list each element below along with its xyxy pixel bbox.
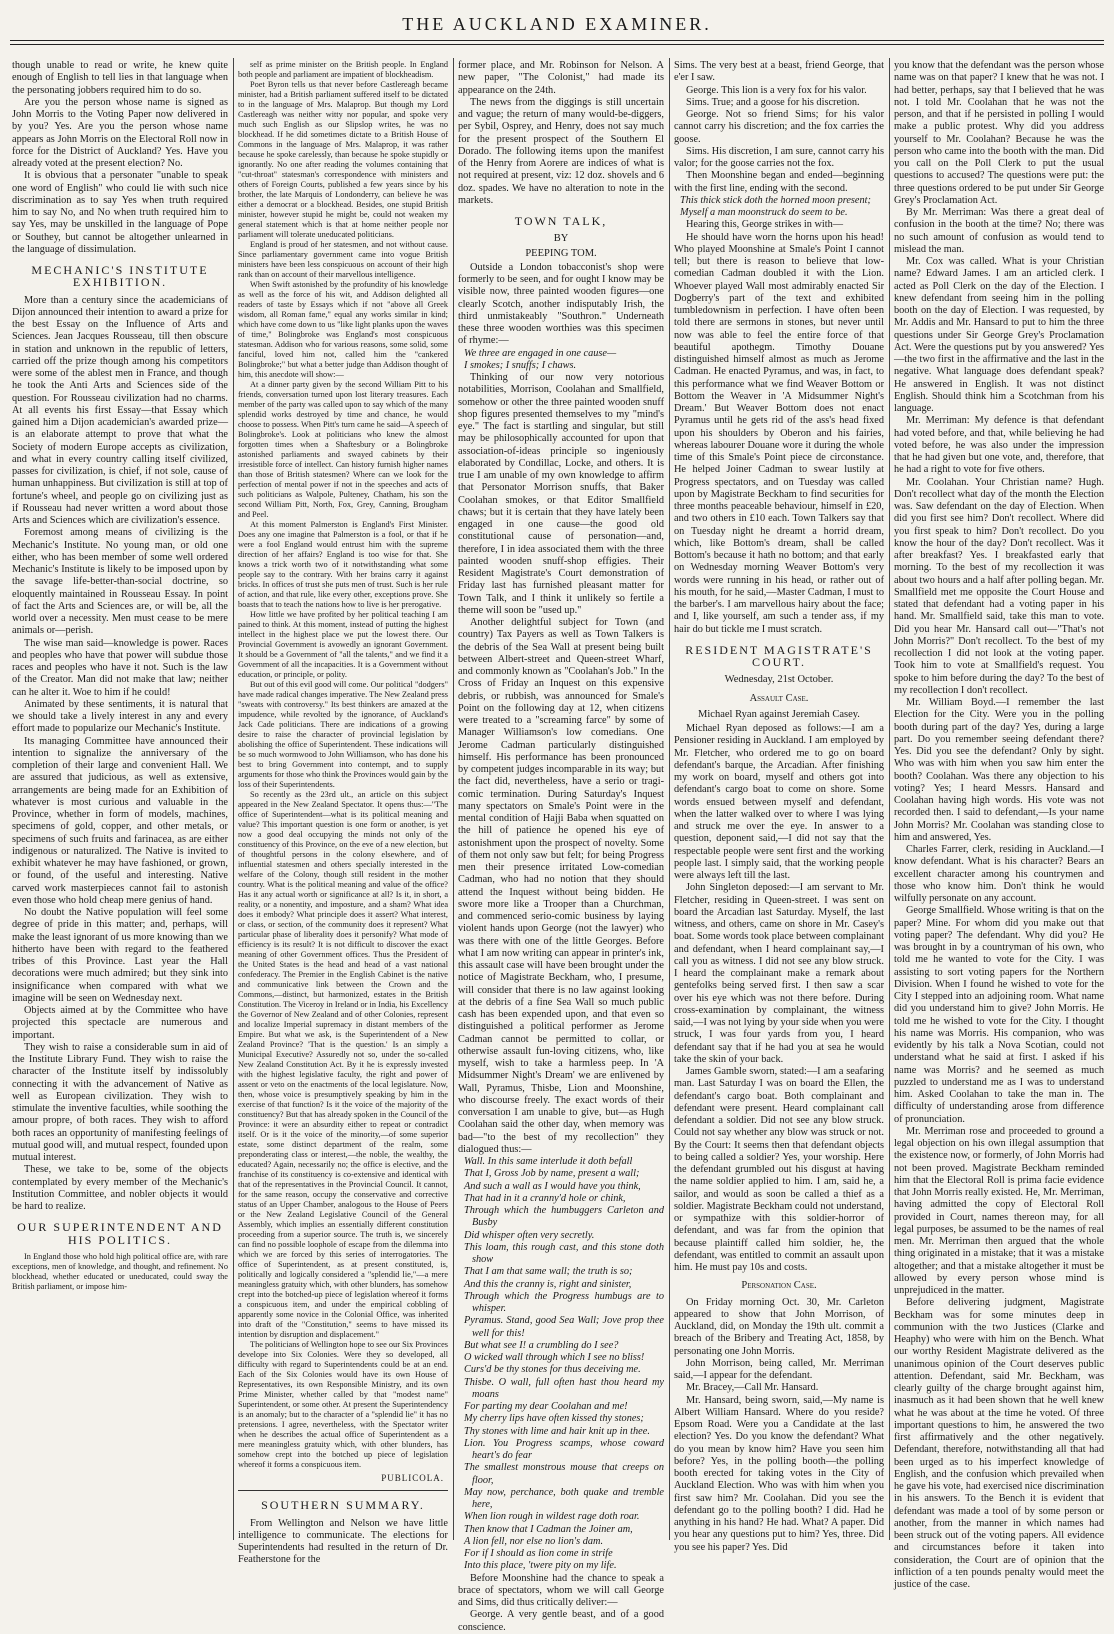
verse-line: We three are engaged in one cause— (464, 347, 617, 359)
paragraph: John Morrison, being called, Mr. Merriman said,—I appear for the defendant. (674, 1357, 884, 1381)
verse-line: Thisbe. O wall, full often hast thou heard my moans (464, 1376, 664, 1400)
paragraph: George. Not so friend Sims; for his valor cannot carry his discretion; and the fox carries the goose. (674, 109, 884, 145)
paragraph-small: How little we have profited by her political teaching I am pained to think. At this moment, instead of putting the highest intellect in the highest place we put the lowest there. Our Provincial Government is avowedly an ignorant Government. It should be a Government of "all the talents," and we find it a Government of all the incapacities. It is a Government without education, or principle, or polity. (238, 610, 448, 679)
paragraph: Before Moonshine had the chance to speak a brace of spectators, whom we will call George and Sims, did thus critically deliver:— (458, 1572, 664, 1608)
paragraph-small: The politicians of Wellington hope to see our Six Provinces develope into Six Colonies. Were they so developed, all difficulty with regard to Superintendents could be at an end. Each of the Six Colonies would have its own House of Representatives, its own Responsible Ministry, and its own Prime Minister, whether called by that "modest name" Superintendent, or some other. At present the Superintendency is an anomaly; but to the character of a "splendid lie" it has no pretensions. I agree, nevertheless, with the Spectator writer when he describes the actual office of Superintendent as a mere meaningless gratuity which, with other blunders, has somehow crept into the botched up piece of legislation whereof it forms a conspicuous item. (238, 1340, 448, 1469)
paragraph-small: But out of this evil good will come. Our political "dodgers" have made radical changes imperative. The New Zealand press "sweats with controversy." Its best thinkers are amazed at the impudence, while revolted by the ignorance, of Auckland's Jack Cade politicians. There are indications of a growing desire to raise the character of provincial legislation by abolishing the office of Superintendent. These indications will be so much wormwood to John Williamson, who has done his best to bring Government into contempt, and to supply arguments for those who think the Provinces would gain by the loss of their Superintendents. (238, 680, 449, 789)
paragraph: George. A very gentle beast, and of a good conscience. (458, 1609, 664, 1633)
masthead-rule-top (10, 40, 1104, 41)
verse-line: This thick stick doth the horned moon present; (680, 194, 871, 206)
verse-line: The smallest monstrous mouse that creeps on floor, (464, 1462, 664, 1486)
masthead-rule-bottom (10, 44, 1104, 45)
verse-line: Thy stones with lime and hair knit up in thee. (464, 1425, 650, 1437)
article-subhead: BY (553, 233, 569, 245)
paragraph: They wish to raise a considerable sum in aid of the Institute Library Fund. They wish to raise the character of the Institute itself by indissolubly connecting it with the advancement of Native as well as European civilization. They wish to stimulate the inventive faculties, while soothing the amour propre, of both races. They wish to afford both races an opportunity of manifesting feelings of mutual good will, and mutual respect, founded upon mutual interest. (12, 1041, 228, 1163)
verse-line: Myself a man moonstruck do seem to be. (680, 207, 848, 218)
verse-line: When lion rough in wildest rage doth roar. (464, 1511, 640, 1523)
paragraph: John Singleton deposed:—I am servant to Mr. Fletcher, residing in Queen-street. I was sent on board the Arcadian last Saturday. Myself, the last witness, and others, came on shore in Mr. Casey's boat. Some words took place between complainant and defendant, when I heard complainant say,—I call you as witness. I did not see any blow struck. I heard the complainant make a remark about gentefolks being served first. I then saw a scar over his eye which was not there before. During cross-examination by complainant, the witness said,—I was not lying by your side when you were struck, I was four yards from you, I heard defendant say that if he had you at sea he would take the skin of your back. (674, 882, 884, 1065)
paragraph: though unable to read or write, he knew quite enough of English to tell lies in that language when the personating jobbers required him to do so. (12, 60, 228, 96)
column-4 (674, 60, 884, 1553)
paragraph: Thinking of our now very notorious notabilities, Morrison, Coolahan and Smallfield, somehow or other the three painted wooden snuff shop figures presented themselves to my "mind's eye." The fact is startling and singular, but still may be philosophically accounted for upon that association-of-ideas principle so ingeniously elaborated by Condillac, Locke, and others. It is true I am unable of my own knowledge to affirm that Personator Morrison snuffs, that Baker Coolahan smokes, or that Editor Smallfield chaws; but it is certain that they have lately been engaged in one cause—the good old constitutional cause of personation—and, therefore, I in idea associated them with the three painted wooden snuff-shop effigies. Their Resident Magistrate's Court demonstration of Friday last has furnished pleasant matter for Town Talk, and I think it unlikely so fertile a theme will soon be "used up." (458, 372, 664, 616)
verse-line: My cherry lips have often kissed thy stones; (464, 1413, 644, 1425)
paragraph: Another delightful subject for Town (and country) Tax Payers as well as Town Talkers is the debris of the Sea Wall at present being built between Albert-street and Queen-street Wharf, and commonly known as "Coolahan's Job." In the Cross of Friday an Inquest on this expensive debris, or rubbish, was announced for Smale's Point on the following day at 12, when citizens were treated to a "screaming farce" by some of Manager Williamson's low comedians. One Jerome Cadman particularly distinguished himself. His performance has been pronounced by competent judges incomparable in its way; but the fact did, nevertheless, have a serio or tragi-comic termination. During Saturday's Inquest many spectators on Smale's Point were in the mental condition of Hajji Baba when squatted on the hill of patience he opened his eye of astonishment upon the prospect of novelty. Some of them not only saw but felt; for being Progress men their presence irritated Low-comedian Cadman, who had no notion that they should attend the Inquest without being bidden. He swore more like a Trooper than a Churchman, and commenced serio-comic business by laying violent hands upon George (not the lawyer) who was there with one of the little Georges. Before what I am now writing can appear in printer's ink, this assault case will have been brought under the notice of Magistrate Beckham, who, I presume, will consider that there is no law against looking at the debris of a fine Sea Wall so much public cash has been expended upon, and that even so distinguished a political performer as Jerome Cadman cannot be permitted to collar, or otherwise assault fun-loving citizens, who, like myself, wish to take a harmless peep. In 'A Midsummer Night's Dream' we are enlivened by Wall, Pyramus, Thisbe, Lion and Moonshine, who discourse freely. The exact words of their conversation I am unable to give, but—as Hugh Coolahan said the other day, when memory was bad—"to the best of my recollection" they dialogued thus:— (458, 617, 664, 1155)
column-divider (889, 58, 890, 1540)
verse-line: Through which the Progress humbugs are to whisper. (464, 1290, 664, 1314)
verse-line: And such a wall as I would have you think, (464, 1180, 641, 1192)
paragraph: Are you the person whose name is signed as John Morris to the Voting Paper now delivered in by you? Yes. Are you the person whose name appears as John Morris on the Electoral Roll now in force for the District of Auckland? Yes. Have you already voted at the present election? No. (12, 96, 228, 169)
paragraph: More than a century since the academicians of Dijon announced their intention to award a prize for the best Essay on the Influence of Arts and Sciences. Jean Jacques Rousseau, till then obscure in station and unknown in the republic of letters, carried off the prize though among his competitors were some of the ablest men in France, and though he took the Anti Arts and Sciences side of the question. For Rousseau civilization had no charms. At all events his first Essay—that Essay which gained him a Dijon academician's awarded prize—is an elaborate attempt to prove that what the Society of modern Europe accepts as civilization, and what in every country calling itself civilized, passes for civilization, is chief, if not sole, cause of human unhappiness. But civilization is still at top of fortune's wheel, and people go on civilizing just as if Rousseau had never written a word about those Arts and Sciences which are civilization's essence. (12, 294, 228, 526)
paragraph: The news from the diggings is still uncertain and vague; the return of many would-be-diggers, per Sybil, Osprey, and Henry, does not say much for the present prospect of the Southern El Dorado. The following items upon the manifest of the Henry from Aorere are indices of what is not required at present, viz: 12 doz. shovels and 6 doz. spades. We have no alteration to note in the markets. (458, 96, 664, 206)
article-headline: SOUTHERN SUMMARY. (261, 1498, 425, 1513)
paragraph: Its managing Committee have announced their intention to signalize the anniversary of the completion of their large and convenient Hall. We are assured that judicious, as well as extensive, arrangements are being made for an Exhibition of whatever is most curious and valuable in the Province, whether in form of models, machines, specimens of gold, copper, and other metals, or specimens of such fruits and farinacea, as are either indigenous or naturalized. The Native is invited to exhibit whatever he may have fashioned, or grown, or found, of the useful and interesting. Native carved work masterpieces cannot fail to astonish even those who hold cheap mere genius of hand. (12, 735, 228, 906)
paragraph: These, we take to be, some of the objects contemplated by every member of the Mechanic's Institution Committee, and nobler objects it would be hard to realize. (12, 1164, 228, 1212)
verse-line: But what see I! a crumbling do I see? (464, 1339, 619, 1351)
verse-line: Wall. In this same interlude it doth befall (464, 1156, 633, 1167)
paragraph-small: England is proud of her statesmen, and not without cause. Since parliamentary government came into vogue British ministers have been less conspicuous on account of their high rank than on account of their marvellous intelligence. (238, 240, 448, 279)
paragraph: Michael Ryan deposed as follows:—I am a Pensioner residing in Auckland. I am employed by Mr. Fletcher, who ordered me to go on board defendant's barque, the Arcadian. After finishing my work on board, myself and others got into defendant's cargo boat to come on shore. Some words ensued between myself and defendant, when the latter walked over to where I was lying and struck me over the eye. In answer to a question, deponent said,—I did not say that the respectable people were sent first and the working people last. I simply said, that the working people were always left till the last. (674, 723, 884, 881)
paragraph: Foremost among means of civilizing is the Mechanic's Institute. No young man, or old one either, who has been member of some well ordered Mechanic's Institute is likely to be imposed upon by the savage life-better-than-social doctrine, so eloquently maintained in Rousseau Essay. In point of fact the Arts and Sciences are, or will be, all the world over a necessity. Men must cease to be mere animals or—perish. (12, 527, 228, 637)
verse-line: Pyramus. Stand, good Sea Wall; Jove prop thee well for this! (464, 1315, 664, 1339)
paragraph: James Gamble sworn, stated:—I am a seafaring man. Last Saturday I was on board the Ellen, the defendant's cargo boat. Both complainant and defendant were present. Heard complainant call defendant a soldier. Did not see any blow struck. Could not say whether any blow was struck or not. By the Court: It seems then that defendant objects to being called a soldier? Yes, your worship. Here the defendant grumbled out his disgust at having the name soldier applied to him. I am, said he, a sailor, and would as soon be called a thief as a soldier. Magistrate Beckham could not understand, or sympathize with this soldier-horror of defendant, and was far from the opinion that because plaintiff called him soldier, he, the defendant, was entitled to commit an assault upon him. He must pay 10s and costs. (674, 1066, 884, 1273)
paragraph: Animated by these sentiments, it is natural that we should take a lively interest in any and every effort made to popularize our Mechanic's Institute. (12, 698, 228, 735)
paragraph: Before delivering judgment, Magistrate Beckham was for some minutes deep in communion with the two Justices (Clarke and Heaphy) who were with him on the Bench. What our worthy Resident Magistrate delivered as the unanimous opinion of the Court deserves public attention. Defendant, said Mr. Beckham, was clearly guilty of the charge brought against him, inasmuch as it had been shown that he well knew what he was about at the time he voted. Of three important questions to him, he answered the two first affirmatively and the other negatively. Defendant, therefore, notwithstanding all that had been urged as to his imperfect knowledge of English, and the confusion which prevailed when he gave his vote, had exercised nice discrimination in his answers. To the Bench it is evident that defendant was made a tool of by some person or another, from the manner in which names had been struck out of the voting papers. All evidence and circumstances before it taken into consideration, the Court are of opinion that the infliction of a ten pounds penalty would meet the justice of the case. (894, 1297, 1104, 1590)
paragraph: The wise man said—knowledge is power. Races and peoples who have that power will subdue those races and peoples who have it not. Such is the law of the Creator. Man did not make that law; neither can he alter it. Woe to him if he could! (12, 637, 228, 698)
paragraph: Outside a London tobacconist's shop were formerly to be seen, and for ought I know may be visible now, three painted wooden figures—one clearly Scotch, another indisputably Irish, the third unmistakeably "Southron." Underneath these three wooden worthies was this specimen of rhyme:— (458, 261, 664, 347)
verse-line: This loam, this rough cast, and this stone doth show (464, 1241, 664, 1265)
paragraph: George. This lion is a very fox for his valor. (686, 84, 867, 96)
paragraph: Hearing this, George strikes in with— (686, 219, 844, 231)
paragraph-small: self as prime minister on the British people. In England both people and parliament are impatient of blockheadism. (238, 60, 448, 79)
verse-line: For parting my dear Coolahan and me! (464, 1401, 628, 1412)
paragraph: Sims. The very best at a beast, friend George, that e'er I saw. (674, 60, 884, 84)
column-divider (669, 58, 670, 1540)
verse-line: Curs'd be thy stones for thus deceiving me. (464, 1364, 641, 1376)
paragraph: Mr. William Boyd.—I remember the last Election for the City. Were you in the polling booth during part of the day? Yes, during a large part. Do you remember seeing defendant there? Yes. Did you see the defendant? Only by sight. Who was with him when you saw him enter the booth? Coolahan. Was there any objection to his voting? Yes; I heard Messrs. Hansard and Coolahan having high words. His vote was not recorded then. I said to defendant,—Is your name John Morris? Mr. Coolahan was standing close to him and answered, Yes. (894, 697, 1104, 843)
paragraph: Mr. Bracey,—Call Mr. Hansard. (686, 1382, 819, 1394)
paragraph: Then Moonshine began and ended—beginning with the first line, ending with the second. (674, 170, 884, 194)
paragraph: No doubt the Native population will feel some degree of pride in this matter; and, perhaps, will make the least ignorant of us more knowing than we hitherto have been with regard to the feathered tribes of this Province. Last year the Hall decorations were much admired; but they sink into insignificance when compared with what we imagine will be seen on Wednesday next. (12, 907, 228, 1004)
article-subhead: Michael Ryan against Jeremiah Casey. (698, 708, 860, 720)
verse-line: And this the cranny is, right and sinister, (464, 1278, 632, 1290)
paragraph: George Smallfield. Whose writing is that on the paper? Mine. For whom did you make out that voting paper? The defendant. Why did you? He was brought in by a countryman of his own, who told me he wanted to vote for the City. I was assisting to sort voting papers for the Northern Division. When I found he wished to vote for the City I stepped into an adjoining room. What name did you understand him to give? John Morris. He told me he wished to vote for the City. I thought his name was Morris. His companion, who was evidently by his talk a Nova Scotian, could not understand what he said at first. I asked if his name was Morris? and he seemed as much puzzled to understand me as I was to understand him. Asked Coolahan to take the man in. The difficulty of understanding arose from difference of pronunciation. (894, 905, 1104, 1125)
paragraph-small: In England those who hold high political office are, with rare exceptions, men of knowledge, and thought, and refinement. No blockhead, whether educated or uneducated, could sway the British parliament, or impose him- (12, 1251, 228, 1291)
paragraph: He should have worn the horns upon his head! Who played Moonshine at Smale's Point I cannot tell; but there is reason to believe that low-comedian Cadman doubled it with the Lion. Whoever played Wall most admirably enacted Sir Dogberry's part of the text and exhibited tumbledownism in perfection. I have often been told there are sermons in stones, but never until now was able to feel the entire force of that beautiful apothegm. Timothy Douane distinguished himself almost as much as Jerome Cadman. He enacted Pyramus, and was, in fact, to this performance what we find Weaver Bottom or Bottom the Weaver in 'A Midsummer Night's Dream.' But Weaver Bottom does not enact Pyramus until he gets rid of the ass's head fixed upon his shoulders by Oberon and his fairies, whereas labourer Douane wore it during the whole time of this Smale's Point piece de circonstance. He helped Joiner Cadman to swear lustily at Progress spectators, and on Tuesday was called upon by Magistrate Beckham to find securities for three months peaceable behaviour, himself in £20, and two others in £10 each. Town Talkers say that on Tuesday night he dreamt a horrid dream, which, like Bottom's dream, shall be called Bottom's because it hath no bottom; and that early on Wednesday morning Weaver Bottom's very words were running in his head, or rather out of his mouth, for he said,—Master Cadman, I must to the barber's. I am marvellous hairy about the face; and I, like yourself, am such a tender ass, if my hair do but tickle me I must scratch. (674, 231, 884, 635)
paragraph-small: At a dinner party given by the second William Pitt to his friends, conversation turned upon lost literary treasures. Each member of the party was called upon to say which of the many splendid works destroyed by time and chance, he would choose to possess. When Pitt's turn came he said—A speech of Bolingbroke's. Look at politicians who knew the almost forgotten times when a Shaftesbury or a Bolingbroke astonished parliaments and swayed cabinets by their irresistible force of intellect. Can history furnish higher names than those of British statesmen? Where can we look for the perfection of mental power if not in the speeches and acts of such politicians as Walpole, Pulteney, Chatham, his son the second William Pitt, North, Fox, Grey, Canning, Brougham and Peel. (238, 380, 448, 519)
article-headline: TOWN TALK, (514, 214, 608, 228)
verse-line: That I, Gross Job by name, present a wall; (464, 1168, 640, 1180)
paragraph-small: Poet Byron tells us that never before Castlereagh became minister, had a British parliament suffered itself to be dictated to in the language of Mrs. Malaprop. But though my Lord Castlereagh was neither witty nor popular, and spoke very much such English as our Slipslop writes, he was no blockhead. If he did sometimes dictate to a British House of Commons in the language of Mrs. Malaprop, it was rather because he spoke carelessly, than because he spoke stupidly or ignorantly. No one after reading the volumes containing that "cut-throat" statesman's correspondence with ministers and others of Foreign Courts, published a few years since by his brother, the late Marquis of Londonderry, can believe he was either a democrat or a blockhead. Besides, one stupid British minister, however stupid he might be, could not weaken my general statement which is that at home neither people nor parliament will tolerate uneducated politicians. (238, 80, 448, 239)
paragraph-small: At this moment Palmerston is England's First Minister. Does any one imagine that Palmerston is a fool, or that if he were a fool England would entrust him with the supreme direction of her affairs? England is too wise for that. She knows a trick worth two of it notwithstanding what some people say to the contrary. With her brains carry it against bricks. In offices of trust she puts men of trust. Such is her rule of action, and that rule, like every other, exceptions prove. She boasts that to teach the nations how to live is her prerogative. (238, 520, 448, 609)
article-subhead: Wednesday, 21st October. (724, 674, 834, 686)
column-3 (458, 60, 664, 1633)
paragraph: you know that the defendant was the person whose name was on that paper? I knew that he was not. I had better, perhaps, say that I believed that he was not. I told Mr. Coolahan that he was not the person, and that if he persisted in polling I would make a public protest. Why did you address yourself to Mr. Coolahan? Because he was the person who came into the booth with the man. Did you call on the Poll Clerk to put the usual questions to accused? The questions were put: the three questions ordered to be put under Sir George Grey's Proclamation Act. (894, 60, 1104, 206)
signature: PUBLICOLA. (381, 1473, 444, 1483)
case-heading: Personation Case. (741, 1280, 817, 1292)
article-subhead: PEEPING TOM. (525, 247, 597, 259)
paragraph: Mr. Cox was called. What is your Christian name? Edward James. I am an articled clerk. I acted as Poll Clerk on the day of the Election. I knew defendant from seeing him in the polling booth on the day of Election. I was requested, by Mr. Addis and Mr. Hansard to put to him the three questions under Sir George Grey's Proclamation Act. Were the questions put by you answered? Yes—the two first in the affirmative and the last in the negative. What language does defendant speak? He answered in English. It was not distinct English. Should think him a Scotchman from his language. (894, 256, 1104, 414)
verse-line: Into this place, 'twere pity on my life. (464, 1560, 617, 1572)
verse-line: O wicked wall through which I see no bliss! (464, 1352, 645, 1363)
verse-line: I smokes; I snuffs; I chaws. (464, 359, 577, 371)
paragraph: Sims. True; and a goose for his discretion. (686, 96, 860, 108)
paragraph: Objects aimed at by the Committee who have projected this spectacle are numerous and important. (12, 1005, 228, 1041)
paragraph: From Wellington and Nelson we have little intelligence to communicate. The elections for Superintendents had resulted in the return of Dr. Featherstone for the (238, 1517, 448, 1566)
paragraph: Mr. Coolahan. Your Christian name? Hugh. Don't recollect what day of the month the Election was. Saw defendant on the day of Election. When did you first see him? Don't recollect. Where did you first speak to him? Don't recollect. Do you know the hour of the day? Don't recollect. Was it after breakfast? Yes. I breakfasted early that morning. To the best of my recollection it was about two hours and a half after polling began. Mr. Smallfield met me opposite the Court House and stated that defendant had a voting paper in his hand. Mr. Smallfield said, take this man to vote. Did you hear Mr. Hansard call out—"That's not John Morris?" Don't recollect. To the best of my recollection I did not look at the voting paper. Took him to vote at Smallfield's request. You spoke to him before during the day? To the best of my recollection I don't recollect. (894, 476, 1104, 696)
paragraph: By Mr. Merriman: Was there a great deal of confusion in the booth at the time? No; there was no such amount of confusion as would tend to mislead the man. (894, 207, 1104, 255)
paragraph: It is obvious that a personater "unable to speak one word of English" who could lie with such nice discrimination as to say Yes when truth required him to say No, and No when truth required him to say Yes, may be unskilled in the language of Pope or Southey, but cannot be altogether unlearned in the language of dissimulation. (12, 170, 228, 255)
verse-line: Lion. You Progress scamps, whose coward heart's do fear (464, 1437, 664, 1461)
article-headline: MECHANIC'S INSTITUTE EXHIBITION. (31, 263, 209, 290)
column-1 (12, 60, 228, 1540)
verse-line: That I am that same wall; the truth is so; (464, 1266, 633, 1278)
column-2 (238, 60, 449, 1566)
verse-line: Did whisper often very secretly. (464, 1229, 595, 1241)
column-divider (233, 58, 234, 1540)
masthead: THE AUCKLAND EXAMINER. (402, 14, 712, 34)
verse-line: A lion fell, nor else no lion's dam. (464, 1535, 604, 1547)
column-divider (453, 58, 454, 1540)
verse-line: That had in it a cranny'd hole or chink, (464, 1192, 626, 1204)
paragraph: Mr. Merriman: My defence is that defendant had voted before, and that, while believing he had voted before, he was also under the impression that he had given but one vote, and, therefore, that he had a right to vote for five others. (894, 415, 1104, 476)
paragraph: Charles Farrer, clerk, residing in Auckland.—I know defendant. What is his character? Bears an excellent character among his countrymen and those who know him. Don't think he would wilfully personate on any account. (894, 844, 1104, 904)
article-headline: RESIDENT MAGISTRATE'S COURT. (685, 642, 873, 669)
paragraph: Sims. His discretion, I am sure, cannot carry his valor; for the goose carries not the fox. (674, 145, 884, 169)
verse-line: May now, perchance, both quake and tremble here, (464, 1486, 664, 1510)
verse-line: For if I should as lion come in strife (464, 1548, 613, 1559)
paragraph: Mr. Merriman rose and proceeded to ground a legal objection on his own illegal assumption that the existence now, or formerly, of John Morris had not been proved. Magistrate Beckham reminded him that the Electoral Roll is prima facie evidence that John Morris really existed. He, Mr. Merriman, having admitted the copy of Electoral Roll provided in Court, names thereon may, for all legal purposes, be assumed to be the names of real men. Mr. Merriman then argued that the whole thing originated in a mistake; that it was a mistake altogether; and that a mistake altogether it must be allowed by every person whose mind is unprejudiced in the matter. (894, 1125, 1104, 1296)
case-heading: Assault Case. (749, 692, 809, 704)
verse-line: Then know that I Cadman the Joiner am, (464, 1523, 633, 1535)
paragraph-small: When Swift astonished by the profundity of his knowledge as well as the force of his wit, and Addison delighted all readers of taste by Essays which if not "above all Greek wisdom, all Roman fame," equal any works similar in kind; which have come down to us "like light planks upon the waves of time," Bolingbroke was England's most conspicuous statesman. Addison who for various reasons, some solid, some fanciful, loved him not, called him the "cankered Bolingbroke;" but what a better judge than Addison thought of him, this anecdote will show:— (238, 280, 448, 379)
paragraph: On Friday morning Oct. 30, Mr. Carleton appeared to show that John Morrison, of Auckland, did, on Monday the 19th ult. commit a breach of the Bribery and Treating Act, 1858, by personating one John Morris. (674, 1296, 884, 1357)
paragraph: Mr. Hansard, being sworn, said,—My name is Albert William Hansard. Where do you reside? Epsom Road. Were you a Candidate at the last election? Yes. Do you know the defendant? What do you mean by know him? Have you seen him before? Yes, in the polling booth—the polling booth erected for taking votes in the City of Auckland Election. Who was with him when you first saw him? Mr. Coolahan. Did you see the defendant go to the polling booth? I did. Had he anything in his hand? He had. What? A paper. Did you hear any questions put to him? Yes, three. Did you see his paper? Yes. Did (674, 1394, 884, 1553)
paragraph: former place, and Mr. Robinson for Nelson. A new paper, "The Colonist," had made its appearance on the 24th. (458, 60, 664, 96)
column-5 (894, 60, 1104, 1590)
paragraph-small: So recently as the 23rd ult., an article on this subject appeared in the New Zealand Spectator. It opens thus:—"The office of Superintendent—what is its political meaning and value? This important question is one form or another, is yet now a good deal occupying the minds not only of the constituency of this Province, on the eve of a new election, but of thoughtful persons in the colony elsewhere, and of influential statesmen and others specially interested in the welfare of the Colony, though still resident in the mother country. What is the political meaning and value of the office? Has it any actual worth or significance at all? Is it, in short, a reality, or a nonentity, and imposture, and a sham? What idea does it embody? What principle does it assert? What interest, or class, or section, of the community does it represent? What particular phase of liberality does it personify? What mode of efficiency is its result? It is not difficult to discover the exact meaning of other Government offices. Thus the President of the United States is the head and head of a vast national confederacy. The Premier in the English Cabinet is the native and communicative link between the Crown and the Commons,—distinct, but harmonized, estates in the British Constitution. The Viceroy in Ireland or in India, his Excellency the Governor of New Zealand and of other Colonies, represent and localize Imperial supremacy in distant members of the Empire. But what we ask, is the Superintendent of a New Zealand Province? 'That is the question.' Is an simply a Municipal Executive? Assuredly not so, under the so-called New Zealand Constitution Act. By it he is expressly invested with the highest legislative faculty, the right and power of assent or veto on the enactments of the local legislature. Now, then, whose voice is presumptively speaking by him in the exercise of that function? Is it the voice of the majority of the constituency? But that has already spoken in the Council of the Province: it were an absurdity either to repeat or contradict itself. Or is it the voice of the minority,—of some superior estate, some distinct department of the realm, some preponderating class or interest,—the noble, the wealthy, the educated? Again, necessarily no; the office is elective, and the franchise of its constituency is co-extensive and identical with that of the representatives in the Provincial Council. It cannot, for the same reason, occupy the conservative and corrective status of an Upper Chamber, analogous to the House of Peers or the New Zealand Legislative Council of the General Assembly, which implies an essentially different constitution proceeding from a superior source. The truth is, we sincerely can find no possible loophole of escape from the dilemma into which we are forced by this series of interrogatories. The office of Superintendent, as at present constituted, is, politically and logically considered a "splendid lie,"—a mere meaningless gratuity which, with other blunders, has somehow crept into the botched-up piece of legislation whereof it forms a conspicuous item, and under the empirical cobbling of apparently some novice in the Colonial Office, was inherited into draft of the "Constitution," seems to have missed its intention by disruption and displacement." (238, 790, 448, 1339)
article-headline: OUR SUPERINTENDENT AND HIS POLITICS. (17, 1220, 223, 1247)
section-divider (238, 1490, 448, 1491)
verse-line: Through which the humbuggers Carleton and Busby (464, 1205, 664, 1229)
